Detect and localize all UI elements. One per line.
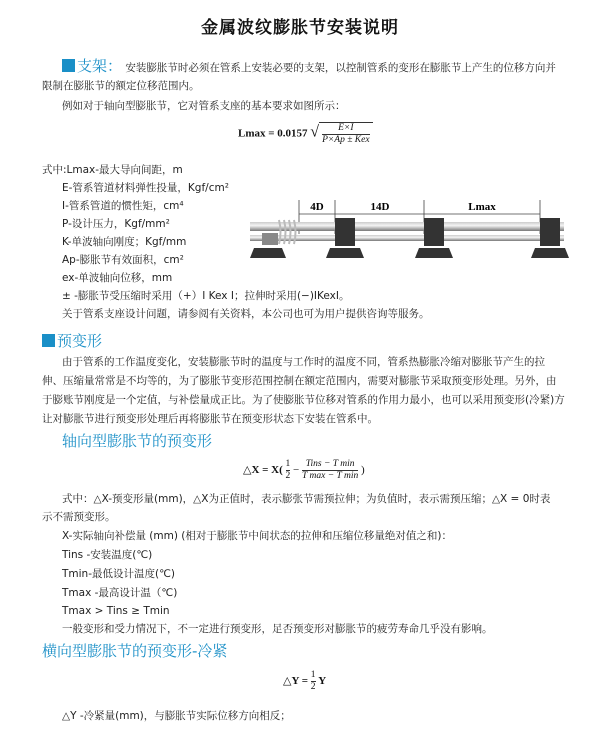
- support-intro-line: 安装膨胀节时必须在管系上安装必要的支架，以控制管系的变形在膨胀节上产生的位移方向并: [125, 62, 556, 74]
- support-heading-text: 支架：: [77, 57, 123, 75]
- paragraph-line: Tmax > Tins ≥ Tmin: [62, 605, 170, 617]
- paragraph-line: 示不需预变形。: [42, 511, 116, 523]
- dimension-label: 4D: [310, 201, 324, 213]
- paragraph-line: Tmax -最高设计温（℃): [62, 587, 178, 599]
- formula-fraction: [319, 122, 373, 146]
- pipe: [250, 222, 564, 231]
- square-root-icon: √: [310, 123, 320, 141]
- square-bullet-icon: [62, 59, 75, 72]
- anchor: [262, 233, 278, 245]
- paragraph-line: Tmin-最低设计温度(℃): [62, 568, 175, 580]
- temperature-fraction: [302, 459, 358, 482]
- paragraph-line: 一般变形和受力情况下，不一定进行预变形，足否预变形对膨胀节的疲劳寿命几乎没有影响。: [62, 623, 493, 635]
- formula-denominator: T max − T min: [302, 471, 359, 481]
- dimension-label: 14D: [370, 201, 390, 213]
- half-fraction: [286, 459, 291, 482]
- legend-item: K-单波轴向刚度；Kgf/mm: [62, 236, 187, 248]
- pipe: [250, 235, 564, 241]
- axial-formula: [243, 459, 365, 482]
- paragraph-line: 由于管系的工作温度变化，安装膨胀节时的温度与工作时的温度不同，管系热膨胀冷缩对膨胀节产生的拉: [62, 356, 545, 368]
- formula-numerator: E×I: [322, 123, 370, 135]
- support-example: 例如对于轴向型膨胀节，它对管系支座的基本要求如图所示：: [62, 100, 346, 112]
- formula-denominator: 2: [285, 471, 291, 481]
- formula-numerator: 1: [310, 670, 316, 680]
- lateral-formula: [283, 670, 326, 693]
- legend-item: ex-单波轴向位移，mm: [62, 272, 173, 284]
- support-intro-line: 限制在膨胀节的额定位移范围内。: [42, 80, 200, 92]
- paragraph-line: X-实际轴向补偿量 (mm) (相对于膨胀节中间状态的拉伸和压缩位移量绝对值之和)：: [62, 530, 452, 542]
- lateral-heading: 横向型膨胀节的预变形-冷紧: [42, 642, 228, 660]
- formula-operator: −: [293, 464, 300, 477]
- square-bullet-icon: [42, 334, 55, 347]
- formula-denominator: P×Ap ± Kex: [322, 135, 370, 145]
- lmax-formula: [238, 122, 373, 146]
- predeform-heading-text: 预变形: [57, 332, 103, 350]
- dimension-label: Lmax: [468, 201, 496, 213]
- predeform-heading: [42, 332, 102, 350]
- support-base: [250, 248, 286, 258]
- legend-item: P-设计压力，Kgf/mm²: [62, 218, 170, 230]
- support-section-intro: [62, 57, 556, 75]
- pipe-support-diagram: [240, 192, 570, 272]
- page-title: 金属波纹膨胀节安装说明: [201, 18, 399, 38]
- paragraph-line: 式中：△X-预变形量(mm)，△X为正值时，表示膨张节需预拉伸；为负值时，表示需预压缩；△X = 0时表: [62, 493, 551, 505]
- paragraph-line: 让对膨胀节进行预变形处理后再将膨胀节在预变形状态下安装在管系中。: [42, 413, 378, 425]
- paragraph-line: △Y -冷紧量(mm)，与膨胀节实际位移方向相反；: [62, 710, 291, 722]
- formula-lhs: △X = X(: [243, 464, 283, 477]
- paragraph-line: 于膨账节刚度是一个定值，与补偿量成正比。为了使膨胀节位移对管系的作用力最小，也可以采用预变形(冷紧)方: [42, 394, 565, 406]
- paragraph-line: 伸、压缩量常常是不均等的，为了膨胀节变形范围控制在额定范围内，需要对膨胀节采取预变形处理。另外，由: [42, 375, 557, 387]
- legend-item: Ap-膨胀节有效面积，cm²: [62, 254, 184, 266]
- support-heading: [62, 57, 122, 75]
- formula-denominator: 2: [310, 682, 316, 692]
- legend-item: ± -膨胀节受压缩时采用（+）I Kex I；拉伸时采用(−)IKexI。: [62, 290, 350, 302]
- legend-item: 式中:Lmax-最大导向间距，m: [42, 164, 183, 176]
- paragraph-line: Tins -安装温度(℃): [62, 549, 153, 561]
- legend-item: 关于管系支座设计问题，请参阅有关资料，本公司也可为用户提供咨询等服务。: [62, 308, 430, 320]
- formula-rhs: ): [360, 464, 365, 477]
- formula-rhs: Y: [318, 675, 327, 688]
- axial-heading: 轴向型膨胀节的预变形: [62, 432, 213, 450]
- formula-numerator: 1: [285, 459, 291, 469]
- half-fraction: [311, 670, 316, 693]
- formula-lhs: △Y =: [283, 675, 309, 688]
- formula-lhs: Lmax = 0.0157: [238, 127, 308, 140]
- legend-item: E-管系管道材料弹性投量，Kgf/cm²: [62, 182, 229, 194]
- formula-numerator: Tins − T min: [302, 459, 358, 471]
- legend-item: I-管系管道的惯性矩，cm⁴: [62, 200, 184, 212]
